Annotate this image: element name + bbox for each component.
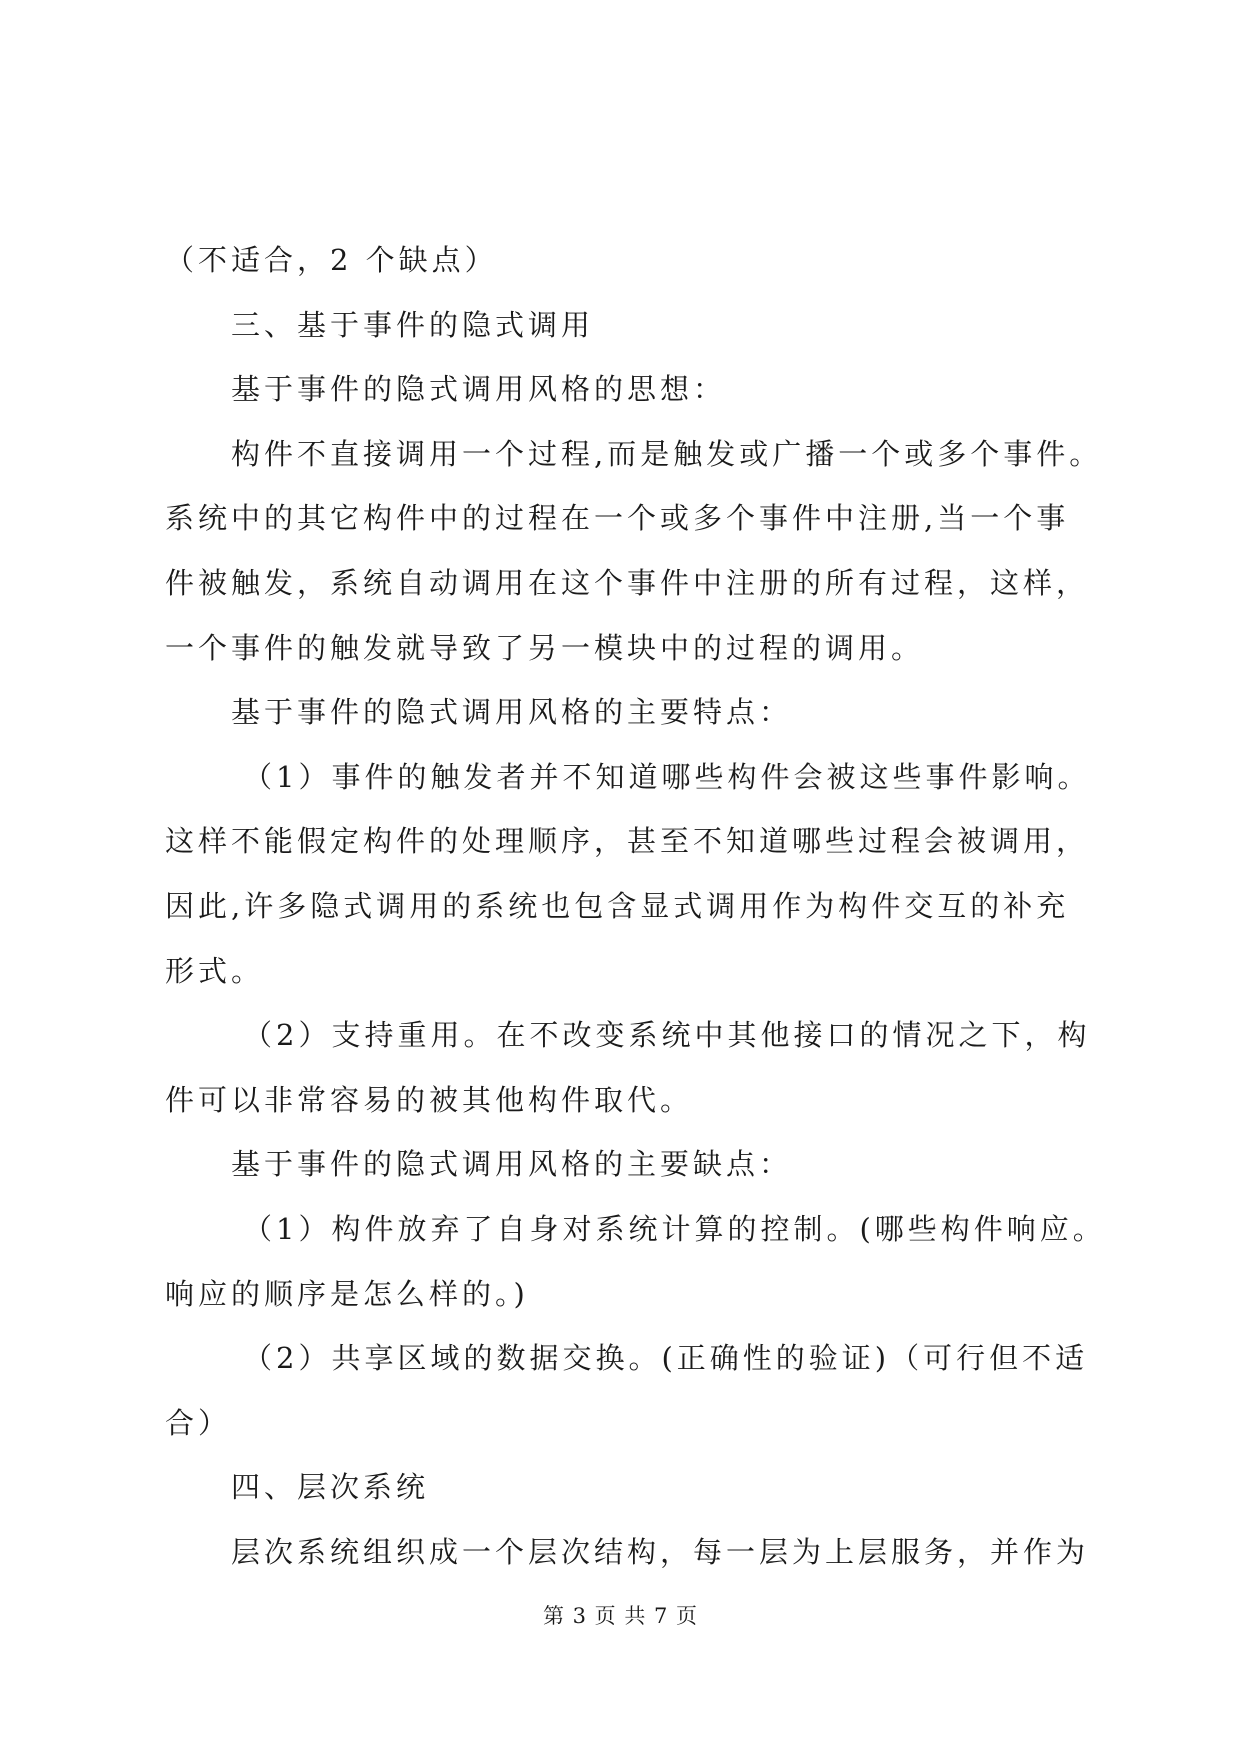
paragraph-line: 因此,许多隐式调用的系统也包含显式调用作为构件交互的补充: [165, 888, 1070, 923]
paragraph-line: 一个事件的触发就导致了另一模块中的过程的调用。: [165, 630, 925, 665]
paragraph-line: 件被触发，系统自动调用在这个事件中注册的所有过程，这样，: [165, 565, 1090, 600]
list-item-line: （1）构件放弃了自身对系统计算的控制。(哪些构件响应。: [243, 1211, 1106, 1246]
section-heading: 四、层次系统: [231, 1470, 430, 1505]
paragraph-line: 系统中的其它构件中的过程在一个或多个事件中注册,当一个事: [165, 501, 1070, 536]
page-number-footer: 第 3 页 共 7 页: [542, 1604, 699, 1628]
list-item-line: （2）支持重用。在不改变系统中其他接口的情况之下，构: [243, 1018, 1091, 1053]
paragraph-line: 层次系统组织成一个层次结构，每一层为上层服务，并作为: [231, 1534, 1090, 1569]
section-heading: 三、基于事件的隐式调用: [231, 307, 595, 342]
paragraph-line: 基于事件的隐式调用风格的思想：: [231, 372, 727, 407]
text-line: （不适合，2 个缺点）: [165, 243, 498, 277]
paragraph-line: 基于事件的隐式调用风格的主要特点：: [231, 695, 793, 730]
paragraph-line: 构件不直接调用一个过程,而是触发或广播一个或多个事件。: [231, 436, 1103, 471]
paragraph-line: 形式。: [165, 953, 265, 988]
paragraph-line: 基于事件的隐式调用风格的主要缺点：: [231, 1147, 793, 1182]
paragraph-line: 合）: [165, 1405, 232, 1440]
list-item-line: （2）共享区域的数据交换。(正确性的验证)（可行但不适: [243, 1341, 1089, 1376]
paragraph-line: 响应的顺序是怎么样的。): [165, 1276, 529, 1311]
paragraph-line: 件可以非常容易的被其他构件取代。: [165, 1082, 694, 1117]
list-item-line: （1）事件的触发者并不知道哪些构件会被这些事件影响。: [243, 759, 1091, 794]
document-body: [165, 228, 1106, 1584]
paragraph-line: 这样不能假定构件的处理顺序，甚至不知道哪些过程会被调用，: [165, 824, 1090, 859]
